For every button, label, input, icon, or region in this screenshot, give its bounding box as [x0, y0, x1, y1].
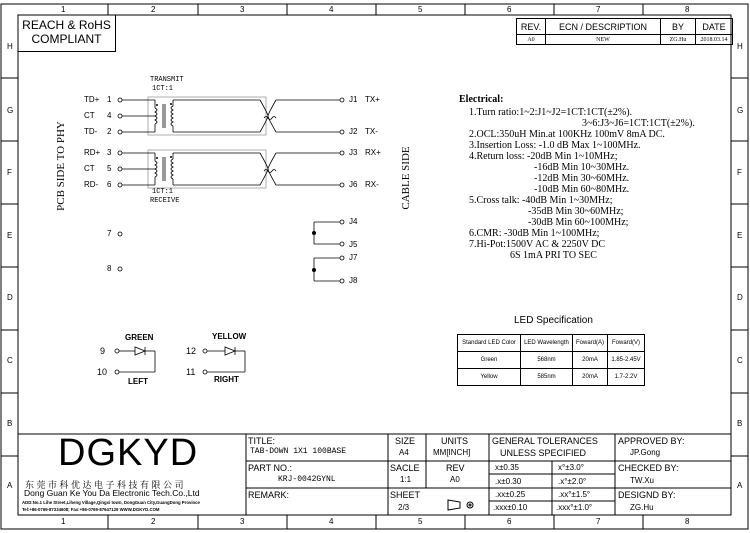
- led-pin-11: 11: [186, 367, 196, 377]
- tolerance-linear: .x±0.30: [495, 477, 522, 486]
- col-label-bottom-2: 2: [151, 517, 156, 526]
- rev-row-date: 2018.03.14: [696, 35, 733, 45]
- tolerance-angular: .x°±2.0°: [558, 477, 587, 486]
- led-spec-cell: 20mA: [573, 369, 608, 386]
- rev-label: REV: [446, 463, 465, 473]
- right-pin-num-j3: J3: [349, 148, 358, 157]
- led-spec-header: LED Wavelength: [521, 335, 573, 352]
- company-contact: Tel:+86-0769-87334608; Fax:+86-0769-87647129 WWW.DGKYD.COM: [22, 507, 160, 512]
- compliance-line-2: COMPLIANT: [31, 32, 102, 46]
- j7-label: J7: [349, 253, 358, 262]
- j5-label: J5: [349, 240, 358, 249]
- led-spec-table: [457, 334, 645, 386]
- checked-label: CHECKED BY:: [618, 463, 679, 473]
- rev-header-ecn: ECN / DESCRIPTION: [546, 19, 661, 35]
- led-pin-9: 9: [100, 346, 106, 356]
- size-value: A4: [399, 448, 409, 457]
- receive-label: RECEIVE: [150, 197, 180, 205]
- j8-label: J8: [349, 276, 358, 285]
- scale-label: SACLE: [390, 463, 420, 473]
- rev-value: A0: [450, 475, 460, 484]
- left-pin-name-2: TD-: [84, 127, 98, 136]
- led-spec-cell: 585nm: [521, 369, 573, 386]
- row-label-right-d: D: [737, 293, 743, 302]
- company-address: ADD:No.1 Lihe Street,Liheng Village,Qingxi town, DongGuan City,GuangDong Province: [22, 500, 200, 505]
- tolerance-title-2: UNLESS SPECIFIED: [500, 448, 587, 458]
- tolerance-linear: .xxx±0.10: [493, 503, 528, 512]
- row-label-right-e: E: [737, 231, 743, 240]
- led-spec-cell: 1.85-2.45V: [608, 352, 645, 369]
- transmit-ratio: 1CT:1: [152, 85, 174, 93]
- left-pin-num-1: 1: [107, 95, 112, 104]
- part-value: KRJ-0042GYNL: [278, 475, 336, 484]
- receive-ratio: 1CT:1: [152, 188, 174, 196]
- units-value: MM[INCH]: [433, 448, 471, 457]
- left-pin-name-1: TD+: [84, 95, 100, 104]
- compliance-line-1: REACH & RoHS: [22, 18, 111, 32]
- electrical-line: 3~6:J3~J6=1CT:1CT(±2%).: [582, 118, 695, 129]
- col-label-5: 5: [418, 5, 423, 14]
- remark-label: REMARK:: [248, 490, 290, 500]
- led-spec-cell: Green: [458, 352, 521, 369]
- row-label-e: E: [7, 231, 13, 240]
- cable-side-label: CABLE SIDE: [400, 146, 412, 210]
- yellow-led-title: YELLOW: [212, 332, 247, 341]
- rev-row-ecn: NEW: [546, 35, 661, 45]
- tolerance-linear: .xx±0.25: [495, 490, 526, 499]
- left-pin-name-6: RD-: [84, 180, 99, 189]
- row-label-b: B: [7, 419, 13, 428]
- tolerance-angular: .xx°±1.5°: [558, 490, 591, 499]
- tolerance-angular: .xxx°±1.0°: [556, 503, 593, 512]
- electrical-title: Electrical:: [459, 94, 504, 105]
- led-spec-cell: 20mA: [573, 352, 608, 369]
- rev-header-date: DATE: [696, 19, 733, 35]
- title-label: TITLE:: [248, 436, 276, 446]
- col-label-6: 6: [507, 5, 512, 14]
- right-pin-name-j6: RX-: [365, 180, 379, 189]
- electrical-line: 7.Hi-Pot:1500V AC & 2250V DC: [469, 239, 606, 250]
- col-label-bottom-6: 6: [507, 517, 512, 526]
- left-pin-name-4: CT: [84, 111, 95, 120]
- electrical-line: -30dB Min 60~100MHz;: [528, 217, 629, 228]
- designed-label: DESIGND BY:: [618, 490, 676, 500]
- left-pin-num-5: 5: [107, 164, 112, 173]
- col-label-1: 1: [61, 5, 66, 14]
- pin-7-label: 7: [107, 229, 112, 238]
- j4-label: J4: [349, 217, 358, 226]
- electrical-line: 3.Insertion Loss: -1.0 dB Max 1~100MHz.: [469, 140, 641, 151]
- right-pin-name-j1: TX+: [365, 95, 380, 104]
- electrical-line: 2.OCL:350uH Min.at 100KHz 100mV 8mA DC.: [469, 129, 665, 140]
- electrical-line: -12dB Min 30~60MHz.: [534, 173, 630, 184]
- col-label-bottom-4: 4: [329, 517, 334, 526]
- left-pin-num-4: 4: [107, 111, 112, 120]
- left-pin-num-3: 3: [107, 148, 112, 157]
- left-pin-name-5: CT: [84, 164, 95, 173]
- row-label-right-h: H: [737, 42, 743, 51]
- tolerance-angular: x°±3.0°: [558, 463, 584, 472]
- left-pin-name-3: RD+: [84, 148, 101, 157]
- col-label-3: 3: [240, 5, 245, 14]
- right-pin-num-j2: J2: [349, 127, 358, 136]
- led-spec-cell: Yellow: [458, 369, 521, 386]
- approved-label: APPROVED BY:: [618, 436, 685, 446]
- units-label: UNITS: [441, 436, 468, 446]
- part-label: PART NO.:: [248, 463, 293, 473]
- electrical-line: -10dB Min 60~80MHz.: [534, 184, 630, 195]
- tolerance-title-1: GENERAL TOLERANCES: [492, 436, 598, 446]
- col-label-7: 7: [596, 5, 601, 14]
- led-spec-header: Foward(A): [573, 335, 608, 352]
- designed-value: ZG.Hu: [630, 503, 654, 512]
- transmit-label: TRANSMIT: [150, 76, 184, 84]
- left-pin-num-2: 2: [107, 127, 112, 136]
- rev-row-rev: A0: [517, 35, 546, 45]
- left-pin-num-6: 6: [107, 180, 112, 189]
- right-pin-num-j1: J1: [349, 95, 358, 104]
- row-label-a: A: [7, 481, 13, 490]
- electrical-spec: [459, 94, 695, 261]
- electrical-line: -35dB Min 30~60MHz;: [528, 206, 624, 217]
- col-label-bottom-1: 1: [61, 517, 66, 526]
- electrical-line: 4.Return loss: -20dB Min 1~10MHz;: [469, 151, 618, 162]
- size-label: SIZE: [395, 436, 416, 446]
- electrical-line: 6.CMR: -30dB Min 1~100MHz;: [469, 228, 600, 239]
- title-value: TAB-DOWN 1X1 100BASE: [250, 447, 347, 456]
- sheet-label: SHEET: [390, 490, 421, 500]
- pin-8-label: 8: [107, 264, 112, 273]
- scale-value: 1:1: [400, 475, 412, 484]
- left-led-label: LEFT: [128, 377, 148, 386]
- col-label-bottom-5: 5: [418, 517, 423, 526]
- row-label-right-f: F: [737, 168, 742, 177]
- right-pin-num-j6: J6: [349, 180, 358, 189]
- led-spec-cell: 1.7-2.2V: [608, 369, 645, 386]
- approved-value: JP.Gong: [630, 448, 661, 457]
- row-label-d: D: [7, 293, 13, 302]
- col-label-bottom-7: 7: [596, 517, 601, 526]
- electrical-line: -16dB Min 10~30MHz.: [534, 162, 630, 173]
- led-spec-title: LED Specification: [514, 315, 593, 326]
- right-pin-name-j2: TX-: [365, 127, 378, 136]
- led-spec-header: Standard LED Color: [458, 335, 521, 352]
- company-name-en: Dong Guan Ke You Da Electronic Tech.Co.,Ltd: [24, 488, 200, 498]
- electrical-line: 5.Cross talk: -40dB Min 1~30MHz;: [469, 195, 613, 206]
- row-label-right-b: B: [737, 419, 743, 428]
- right-led-label: RIGHT: [214, 375, 239, 384]
- company-name-cn: 东 莞 市 科 优 达 电 子 科 技 有 限 公 司: [25, 480, 184, 490]
- led-spec-cell: 568nm: [521, 352, 573, 369]
- led-spec-header: Foward(V): [608, 335, 645, 352]
- col-label-4: 4: [329, 5, 334, 14]
- row-label-h: H: [7, 42, 13, 51]
- row-label-f: F: [7, 168, 12, 177]
- checked-value: TW.Xu: [630, 476, 655, 485]
- rev-row-by: ZG.Hu: [661, 35, 696, 45]
- sheet-value: 2/3: [398, 503, 410, 512]
- electrical-line: 6S 1mA PRI TO SEC: [510, 250, 597, 261]
- rev-header-by: BY: [661, 19, 696, 35]
- row-label-right-c: C: [737, 356, 743, 365]
- tolerance-linear: x±0.35: [495, 463, 519, 472]
- pcb-side-label: PCB SIDE TO PHY: [55, 121, 67, 211]
- row-label-c: C: [7, 356, 13, 365]
- green-led-title: GREEN: [125, 333, 154, 342]
- led-pin-10: 10: [97, 367, 108, 377]
- row-label-right-a: A: [737, 481, 743, 490]
- col-label-2: 2: [151, 5, 156, 14]
- led-pin-12: 12: [186, 346, 197, 356]
- col-label-8: 8: [685, 5, 690, 14]
- projection-symbol-icon: [448, 500, 474, 510]
- right-pin-name-j3: RX+: [365, 148, 381, 157]
- row-label-right-g: G: [737, 106, 744, 115]
- company-logo: DGKYD: [58, 432, 199, 474]
- row-label-g: G: [7, 106, 14, 115]
- rev-header-rev: REV.: [517, 19, 546, 35]
- electrical-line: 1.Turn ratio:1~2:J1~J2=1CT:1CT(±2%).: [469, 107, 633, 118]
- col-label-bottom-3: 3: [240, 517, 245, 526]
- col-label-bottom-8: 8: [685, 517, 690, 526]
